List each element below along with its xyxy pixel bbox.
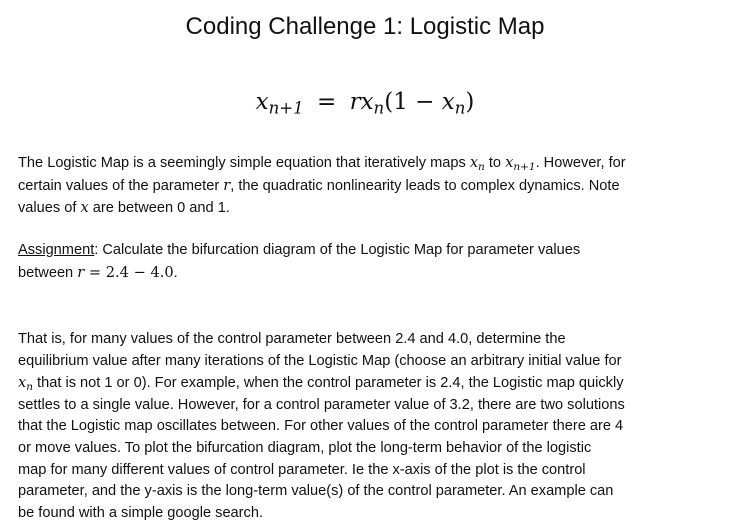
eq-subscript-lhs: n+1 [268, 98, 304, 118]
assignment-label: Assignment [18, 242, 95, 258]
details-line: parameter, and the y-axis is the long-term value(s) of the control parameter. An example can [18, 483, 614, 500]
intro-text: to [484, 155, 506, 171]
math-sub-n: n [478, 160, 485, 173]
assignment-line-1 [18, 240, 718, 262]
details-text: that is not 1 or 0). For example, when the control parameter is 2.4, the Logistic map quickly [33, 375, 624, 392]
eq-paren-close: ) [465, 89, 475, 115]
math-x: x [505, 154, 514, 171]
intro-paragraph [18, 152, 718, 220]
details-line: settles to a single value. However, for a control parameter value of 3.2, there are two solutions [18, 396, 625, 413]
math-r: r [223, 176, 231, 194]
intro-text: values of [18, 200, 81, 217]
assignment-text: . [173, 264, 178, 281]
eq-equals: = [316, 89, 337, 115]
math-x: x [18, 374, 27, 392]
eq-x-lhs: x [255, 89, 269, 115]
intro-line-3 [18, 197, 718, 220]
eq-x2: x [441, 89, 455, 115]
math-sub-n: n [26, 381, 33, 394]
details-line: or move values. To plot the bifurcation diagram, plot the long-term behavior of the logistic [18, 439, 592, 456]
details-line [18, 372, 718, 395]
eq-subscript-n: n [373, 98, 385, 118]
eq-x: x [360, 89, 374, 115]
eq-r: r [349, 89, 361, 115]
eq-paren-open: (1 − [384, 89, 435, 115]
math-x: x [80, 199, 89, 217]
assignment-text: : Calculate the bifurcation diagram of the Logistic Map for parameter values [94, 242, 581, 258]
math-x: x [469, 154, 479, 171]
intro-text: . However, for [535, 155, 626, 171]
details-paragraph [18, 329, 718, 524]
intro-line-2 [18, 175, 718, 198]
intro-text: , the quadratic nonlinearity leads to complex dynamics. Note [230, 177, 620, 194]
math-range: = 2.4 − 4.0 [84, 263, 174, 281]
intro-text: certain values of the parameter [18, 177, 224, 194]
page-title: Coding Challenge 1: Logistic Map [185, 13, 545, 40]
details-line: be found with a simple google search. [18, 504, 264, 521]
details-line: That is, for many values of the control parameter between 2.4 and 4.0, determine the [18, 331, 566, 347]
details-line: equilibrium value after many iterations of the Logistic Map (choose an arbitrary initial value for [18, 352, 622, 369]
math-r: r [77, 263, 85, 281]
details-line: map for many different values of control parameter. Ie the x-axis of the plot is the control [18, 461, 586, 478]
assignment-line-2 [18, 262, 718, 285]
eq-subscript-n2: n [454, 98, 466, 118]
logistic-map-equation [0, 86, 730, 118]
intro-text: The Logistic Map is a seemingly simple equation that iteratively maps [18, 155, 470, 171]
math-sub-n1: n+1 [513, 160, 536, 173]
intro-text: are between 0 and 1. [88, 200, 230, 217]
assignment-text: between [18, 264, 78, 281]
details-line: that the Logistic map oscillates between. For other values of the control parameter there are 4 [18, 418, 624, 435]
assignment-paragraph [18, 240, 718, 284]
intro-line-1 [18, 152, 718, 175]
